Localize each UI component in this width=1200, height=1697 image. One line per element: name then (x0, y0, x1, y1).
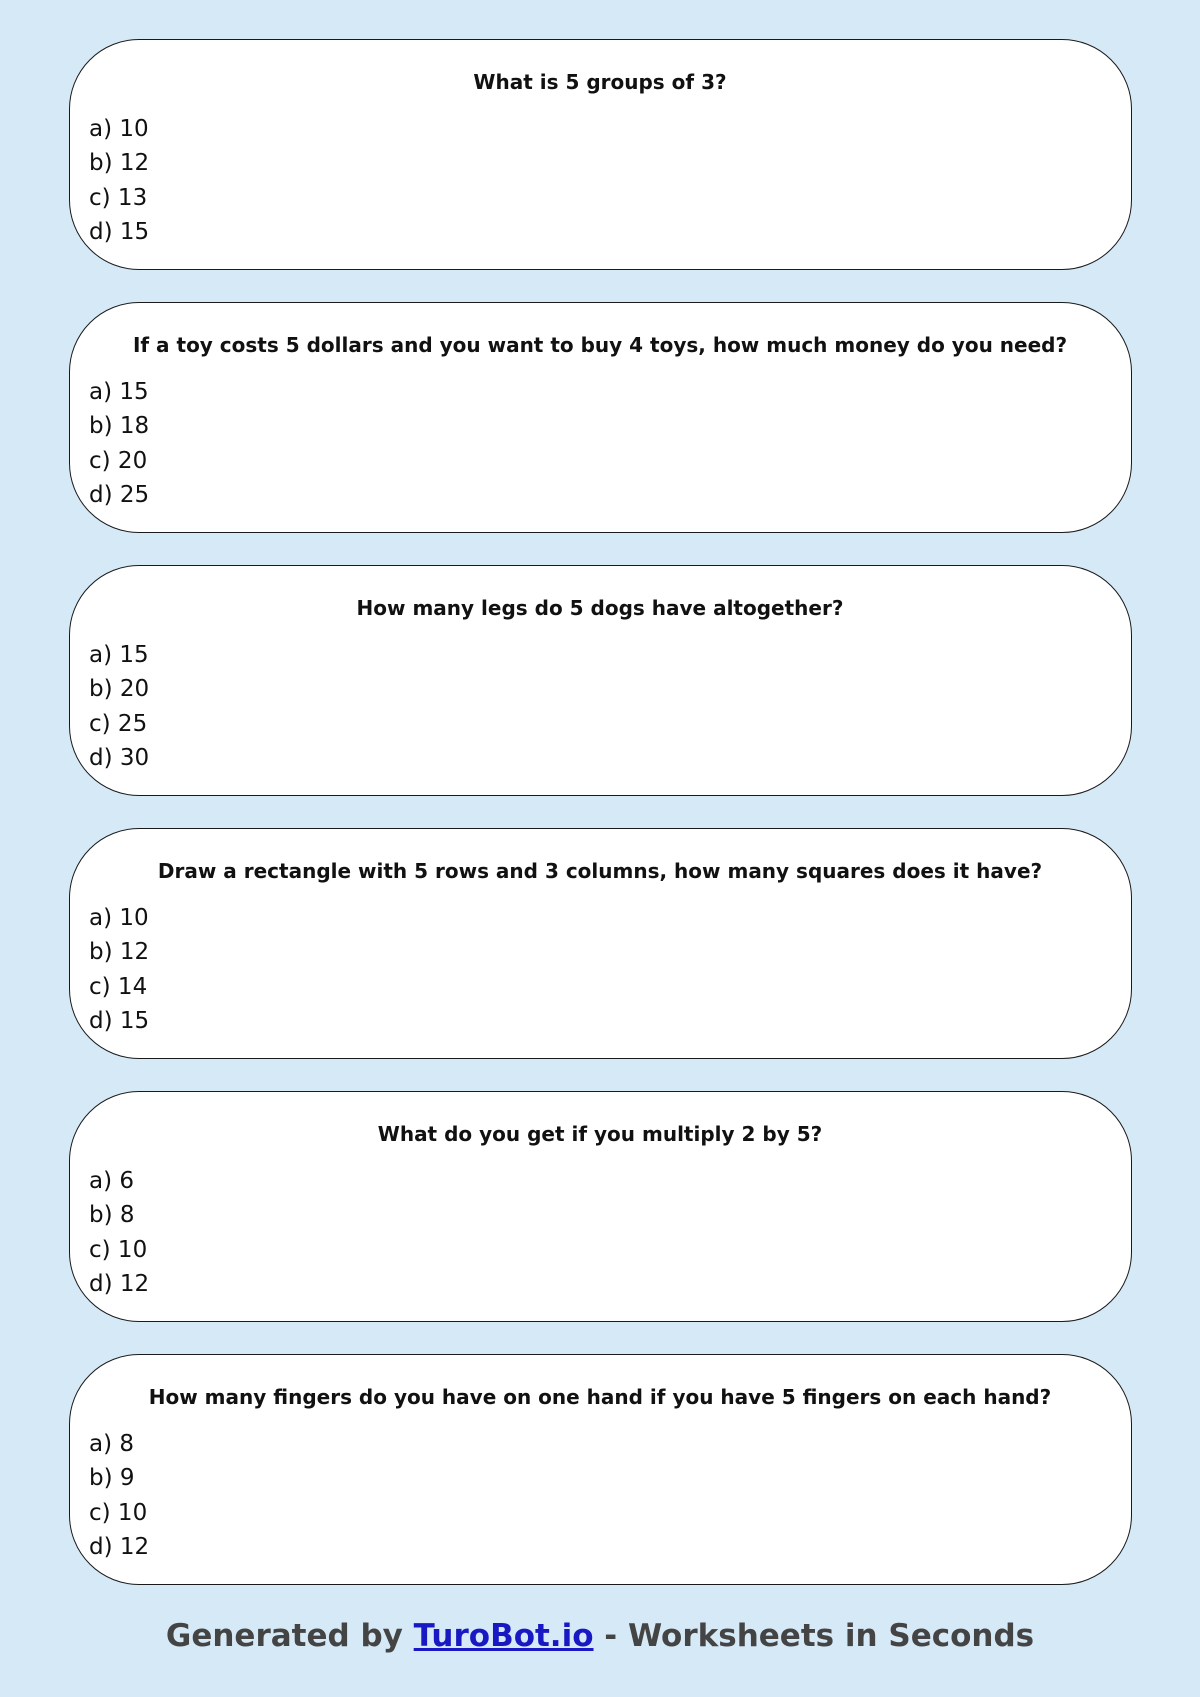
answer-option: d) 12 (89, 1533, 150, 1560)
footer-prefix: Generated by (165, 1618, 414, 1654)
answer-option: b) 9 (89, 1465, 135, 1492)
question-text: If a toy costs 5 dollars and you want to buy 4 toys, how much money do you need? (132, 333, 1068, 357)
answer-option: c) 10 (89, 1236, 148, 1263)
answer-option: c) 10 (89, 1499, 148, 1526)
answer-option: d) 30 (89, 744, 150, 771)
answer-option: b) 8 (89, 1202, 135, 1229)
question-card (69, 1354, 1132, 1585)
question-card (69, 828, 1132, 1059)
answer-option: d) 25 (89, 481, 150, 508)
question-text: What is 5 groups of 3? (473, 70, 727, 94)
answer-option: c) 14 (89, 973, 148, 1000)
answer-option: b) 12 (89, 150, 150, 177)
answer-option: c) 20 (89, 447, 148, 474)
answer-option: a) 6 (89, 1168, 135, 1194)
answer-options (89, 1427, 1111, 1564)
answer-option: a) 10 (89, 116, 149, 142)
question-card (69, 302, 1132, 533)
answer-option: a) 8 (89, 1431, 135, 1457)
turobot-link[interactable]: TuroBot.io (413, 1618, 594, 1654)
question-card (69, 1091, 1132, 1322)
answer-option: b) 12 (89, 939, 150, 966)
footer-credit (0, 1618, 1200, 1654)
answer-option: c) 13 (89, 184, 148, 211)
answer-option: d) 12 (89, 1270, 150, 1297)
question-text: What do you get if you multiply 2 by 5? (377, 1122, 823, 1146)
answer-option: d) 15 (89, 1007, 150, 1034)
answer-option: a) 10 (89, 905, 149, 931)
answer-option: b) 20 (89, 676, 150, 703)
answer-option: b) 18 (89, 413, 150, 440)
question-text: Draw a rectangle with 5 rows and 3 columns, how many squares does it have? (157, 859, 1043, 883)
answer-options (89, 375, 1111, 512)
question-list (69, 39, 1132, 1617)
answer-options (89, 901, 1111, 1038)
footer-suffix: - Worksheets in Seconds (593, 1618, 1035, 1654)
question-text: How many fingers do you have on one hand if you have 5 fingers on each hand? (148, 1385, 1052, 1409)
question-card (69, 565, 1132, 796)
answer-options (89, 638, 1111, 775)
question-text: How many legs do 5 dogs have altogether? (356, 596, 844, 620)
answer-option: a) 15 (89, 642, 149, 668)
answer-option: a) 15 (89, 379, 149, 405)
answer-option: d) 15 (89, 218, 150, 245)
question-card (69, 39, 1132, 270)
answer-options (89, 1164, 1111, 1301)
answer-options (89, 112, 1111, 249)
answer-option: c) 25 (89, 710, 148, 737)
